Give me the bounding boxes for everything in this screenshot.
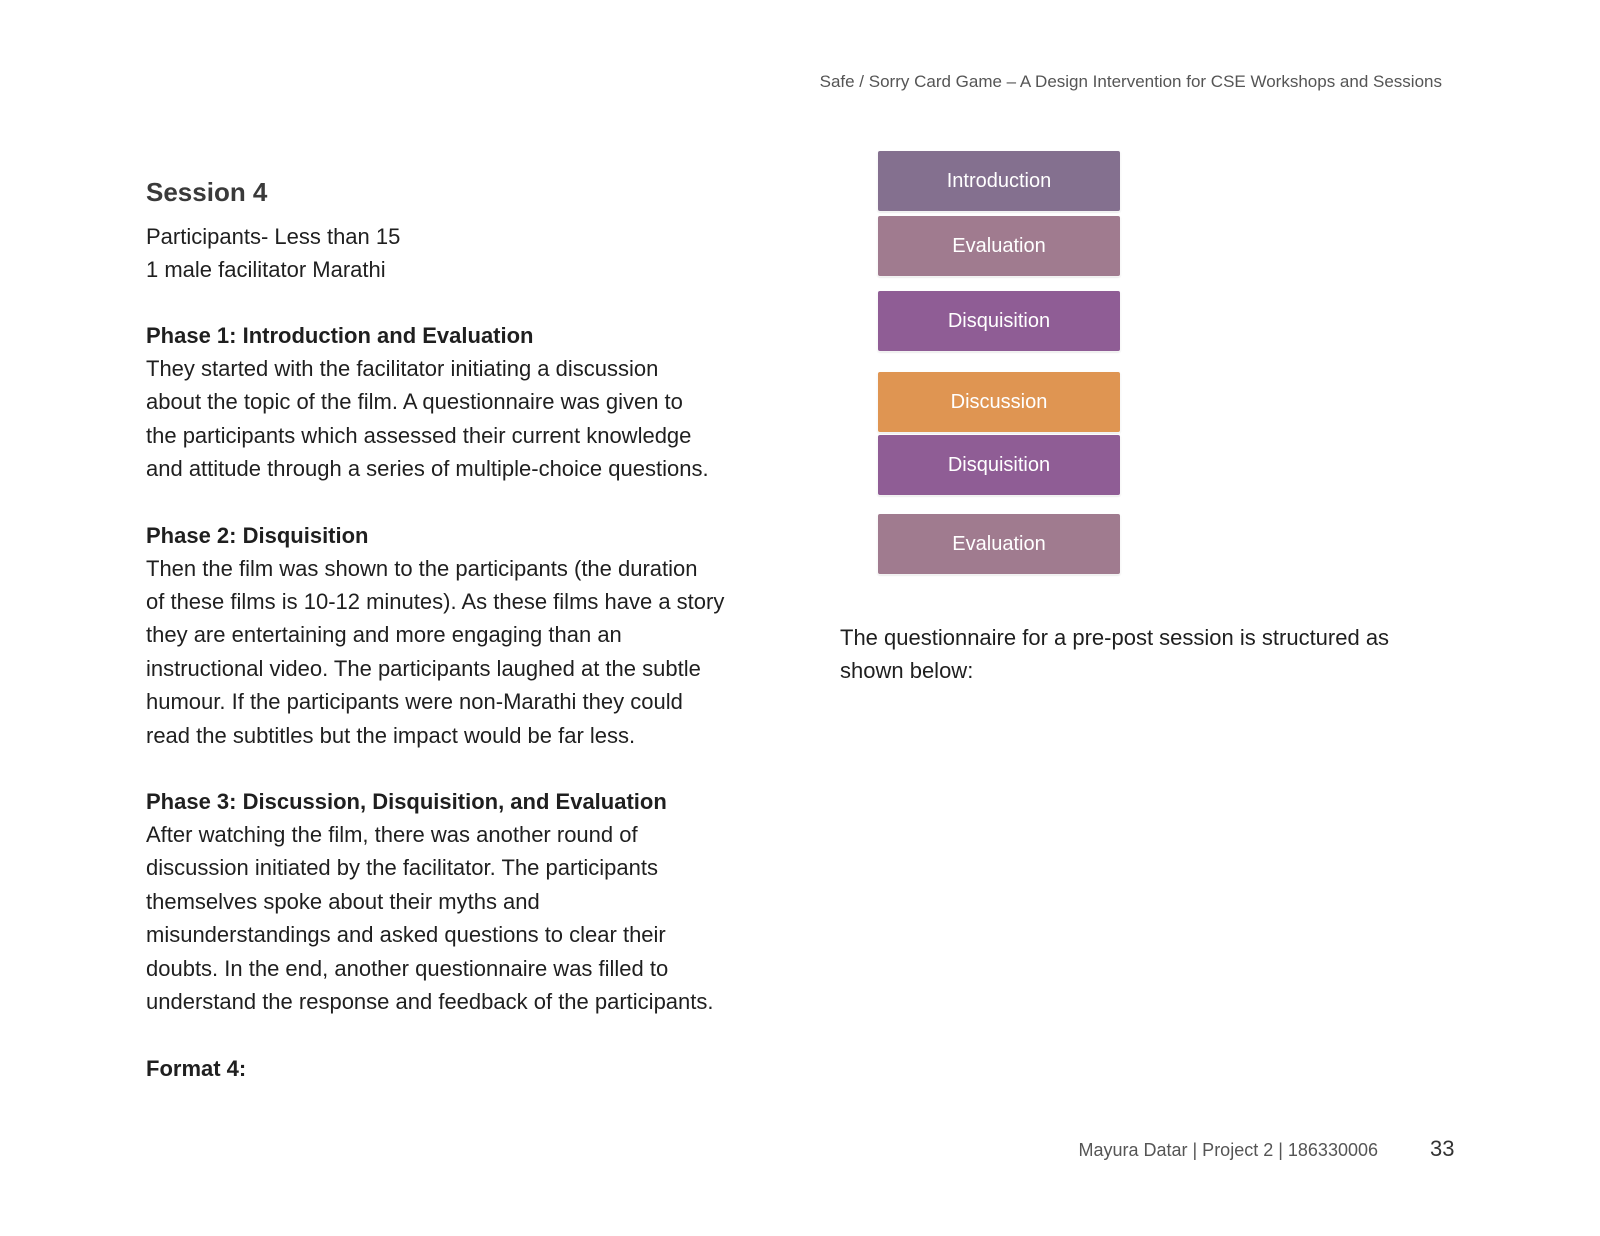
flow-step-evaluation: Evaluation: [878, 216, 1120, 276]
page-number: 33: [1430, 1136, 1455, 1161]
facilitator-line: 1 male facilitator Marathi: [146, 257, 386, 282]
phase-text-line: they are entertaining and more engaging than an: [146, 622, 622, 648]
phase-text-line: read the subtitles but the impact would be far less.: [146, 722, 636, 748]
phase-3: [146, 785, 786, 1018]
phase-text-line: misunderstandings and asked questions to clear their: [146, 922, 666, 948]
phase-text-line: and attitude through a series of multiple-choice questions.: [146, 456, 709, 482]
flow-step-disquisition-2: Disquisition: [878, 435, 1120, 495]
phase-text-line: discussion initiated by the facilitator. The participants: [146, 855, 658, 881]
phase-text-line: of these films is 10-12 minutes). As these films have a story: [146, 589, 725, 615]
phase-heading: Phase 3: Discussion, Disquisition, and Evaluation: [146, 789, 667, 815]
phase-text-line: After watching the film, there was another round of: [146, 822, 638, 848]
phase-1: [146, 319, 786, 486]
footer-author: Mayura Datar | Project 2 | 186330006: [1078, 1140, 1378, 1160]
phase-heading: Phase 1: Introduction and Evaluation: [146, 323, 534, 348]
left-column: [146, 176, 786, 1085]
phase-heading: Phase 2: Disquisition: [146, 522, 369, 548]
phase-text-line: doubts. In the end, another questionnaire was filled to: [146, 955, 669, 981]
participants-line: Participants- Less than 15: [146, 224, 401, 249]
flow-step-introduction: Introduction: [878, 151, 1120, 211]
phase-text-line: about the topic of the film. A questionnaire was given to: [146, 389, 683, 415]
questionnaire-note: [840, 621, 1460, 687]
flow-step-disquisition: Disquisition: [878, 291, 1120, 351]
running-header: Safe / Sorry Card Game – A Design Intervention for CSE Workshops and Sessions: [819, 72, 1442, 91]
session-title: Session 4: [146, 177, 268, 207]
flow-step-discussion: Discussion: [878, 372, 1120, 432]
phase-text-line: instructional video. The participants laughed at the subtle: [146, 655, 701, 681]
phase-text-line: themselves spoke about their myths and: [146, 888, 540, 914]
phase-text-line: understand the response and feedback of the participants.: [146, 989, 714, 1015]
phase-text-line: the participants which assessed their current knowledge: [146, 422, 692, 448]
phase-text-line: They started with the facilitator initiating a discussion: [146, 356, 659, 381]
flow-step-evaluation-2: Evaluation: [878, 514, 1120, 574]
format-heading: Format 4:: [146, 1055, 247, 1081]
phase-2: [146, 519, 786, 752]
phase-text-line: Then the film was shown to the participants (the duration: [146, 555, 698, 581]
phase-text-line: humour. If the participants were non-Marathi they could: [146, 689, 683, 715]
questionnaire-note-line: The questionnaire for a pre-post session is structured as: [840, 625, 1390, 650]
questionnaire-note-line: shown below:: [840, 658, 974, 683]
